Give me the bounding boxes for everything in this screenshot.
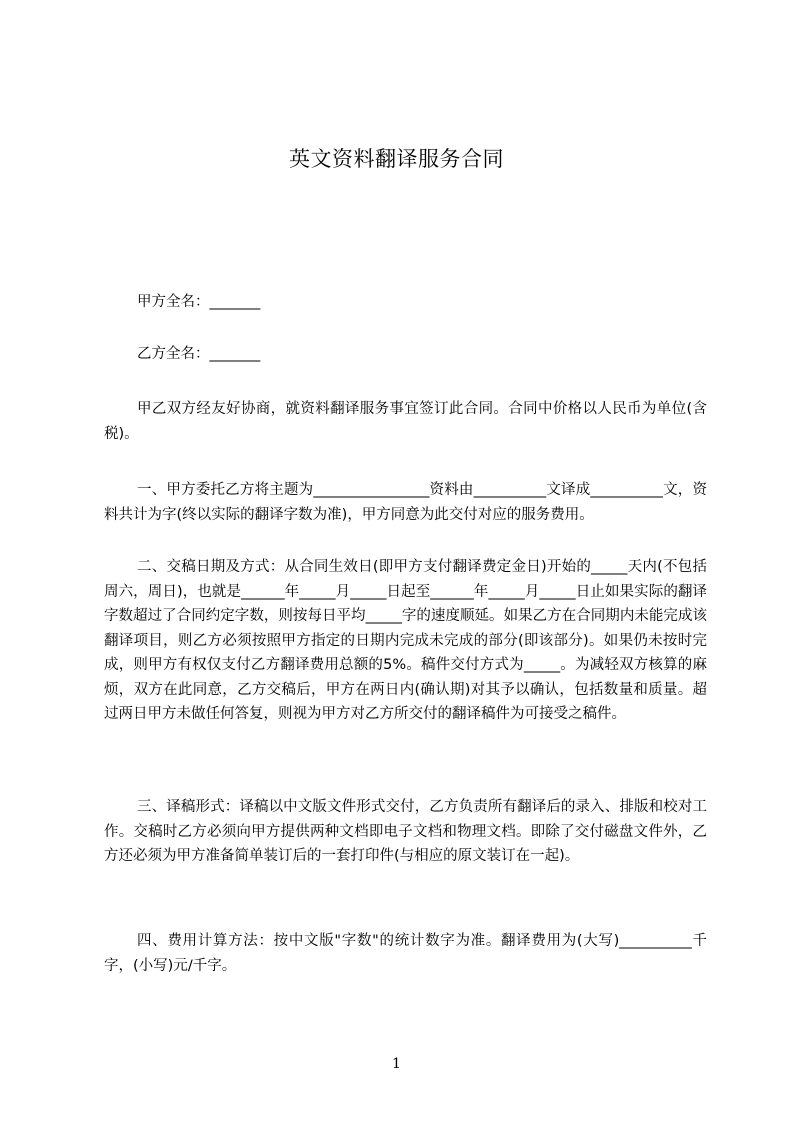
intro-paragraph: 甲乙双方经友好协商，就资料翻译服务事宜签订此合同。合同中价格以人民币为单位(含税)。 <box>104 401 707 442</box>
clause-2-paragraph: 二、交稿日期及方式：从合同生效日(即甲方支付翻译费定金日)开始的_____天内(不包括周六，周日)，也就是______年_____月_____日起至______年_____月_____日止如果实际的翻译字数超过了合同约定字数，则按每日平均_____字的速度顺延。如果乙方在合同期内未能完成该翻译项目，则乙方必须按照甲方指定的日期内完成未完成的部分(即该部分)。如果仍未按时完成，则甲方有权仅支付乙方翻译费用总额的5%。稿件交付方式为_____。为减轻双方核算的麻烦，双方在此同意，乙方交稿后，甲方在两日内(确认期)对其予以确认，包括数量和质量。超过两日甲方未做任何答复，则视为甲方对乙方所交付的翻译稿件为可接受之稿件。 <box>104 559 707 722</box>
clause-3-paragraph: 三、译稿形式：译稿以中文版文件形式交付，乙方负责所有翻译后的录入、排版和校对工作。交稿时乙方必须向甲方提供两种文档即电子文档和物理文档。即除了交付磁盘文件外，乙方还必须为甲方准备简单装订后的一套打印件(与相应的原文装订在一起)。 <box>104 799 707 864</box>
page-number: 1 <box>392 1056 401 1072</box>
clause-4-paragraph: 四、费用计算方法：按中文版"字数"的统计数字为准。翻译费用为(大写)__________千字，(小写)元/千字。 <box>104 933 707 974</box>
clause-1-paragraph: 一、甲方委托乙方将主题为________________资料由__________文译成__________文，资料共计为字(终以实际的翻译字数为准)，甲方同意为此交付对应的服务费用。 <box>104 482 707 523</box>
party-b-name: 乙方全名：_______ <box>137 346 261 362</box>
party-a-name: 甲方全名：_______ <box>137 294 261 310</box>
document-title: 英文资料翻译服务合同 <box>289 147 504 171</box>
